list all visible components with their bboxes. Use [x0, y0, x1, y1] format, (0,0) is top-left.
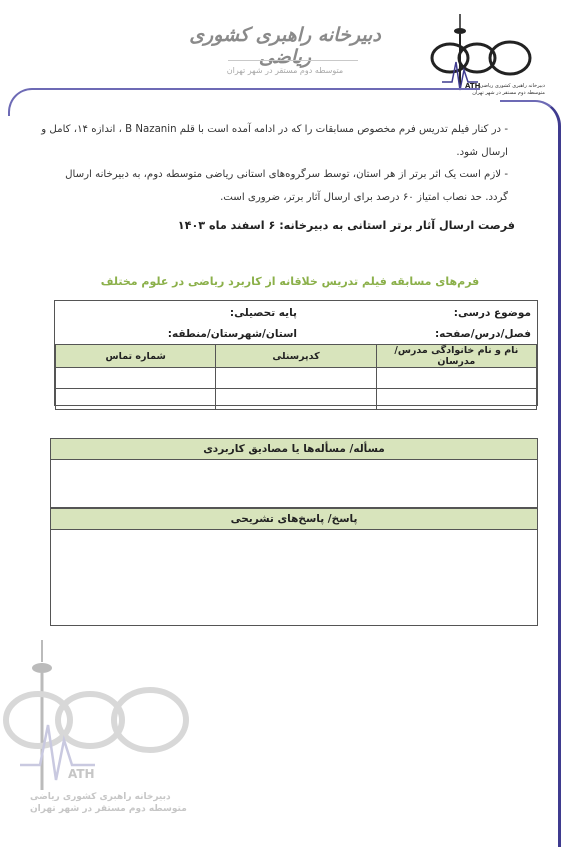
page-frame-top [8, 88, 480, 116]
phone-cell[interactable] [56, 368, 216, 389]
province-label: استان/شهرستان/منطقه: [167, 328, 297, 340]
watermark-caption-line2: متوسطه دوم مستقر در شهر تهران [30, 804, 187, 814]
watermark-caption-line1: دبیرخانه راهبری کشوری ریاضی [30, 792, 171, 802]
chapter-label: فصل/درس/صفحه: [434, 328, 531, 340]
deadline-text: فرصت ارسال آثار برتر استانی به دبیرخانه: ۶ اسفند ماه ۱۴۰۳ [177, 219, 515, 232]
problem-section [50, 438, 538, 508]
answer-body[interactable] [51, 530, 537, 626]
logo-caption-line1: دبیرخانه راهبری کشوری ریاضی [479, 83, 545, 89]
teacher-name-cell[interactable] [376, 389, 536, 410]
header-divider [228, 60, 358, 61]
info-table [54, 300, 538, 406]
instructions-list [40, 119, 508, 209]
answer-header: پاسخ/ پاسخ‌های تشریحی [51, 508, 537, 530]
watermark-letters: ATH [68, 767, 95, 781]
instruction-item: - لازم است یک اثر برتر از هر استان، توسط سرگروه‌های استانی ریاضی متوسطه دوم، به دبیرخانه ارسال گردد. حد نصاب امتیاز ۶۰ درصد برای ارسال آثار برتر، ضروری است. [65, 169, 508, 203]
personnel-code-cell[interactable] [216, 368, 376, 389]
subject-label: موضوع درسی: [453, 307, 531, 319]
column-teacher-name: نام و نام خانوادگی مدرس/مدرسان [376, 345, 536, 368]
teacher-grid-header [56, 345, 537, 368]
header-subtitle: متوسطه دوم مستقر در شهر تهران [226, 66, 344, 75]
column-personnel-code: کدپرسنلی [216, 345, 376, 368]
table-row [56, 368, 537, 389]
personnel-code-cell[interactable] [216, 389, 376, 410]
teacher-name-cell[interactable] [376, 368, 536, 389]
grade-label: پایه تحصیلی: [229, 307, 297, 319]
answer-section [50, 508, 538, 626]
header-title: دبیرخانه راهبری کشوری ریاضی [189, 24, 381, 68]
table-row [56, 389, 537, 410]
phone-cell[interactable] [56, 389, 216, 410]
logo-caption-line2: متوسطه دوم مستقر در شهر تهران [472, 90, 545, 96]
problem-header: مسأله/ مسأله‌ها یا مصادیق کاربردی [51, 439, 537, 460]
form-title: فرم‌های مسابقه فیلم تدریس خلاقانه از کاربرد ریاضی در علوم مختلف [100, 275, 480, 288]
teacher-grid [55, 344, 537, 410]
instruction-item: - در کنار فیلم تدریس فرم مخصوص مسابقات را که در ادامه آمده است با قلم B Nazanin ، اندازه ۱۴، کامل و ارسال شود. [41, 124, 508, 158]
logo-letters: ATH [465, 82, 481, 90]
watermark-caption [30, 791, 215, 815]
column-phone: شماره تماس [56, 345, 216, 368]
problem-body[interactable] [51, 460, 537, 509]
